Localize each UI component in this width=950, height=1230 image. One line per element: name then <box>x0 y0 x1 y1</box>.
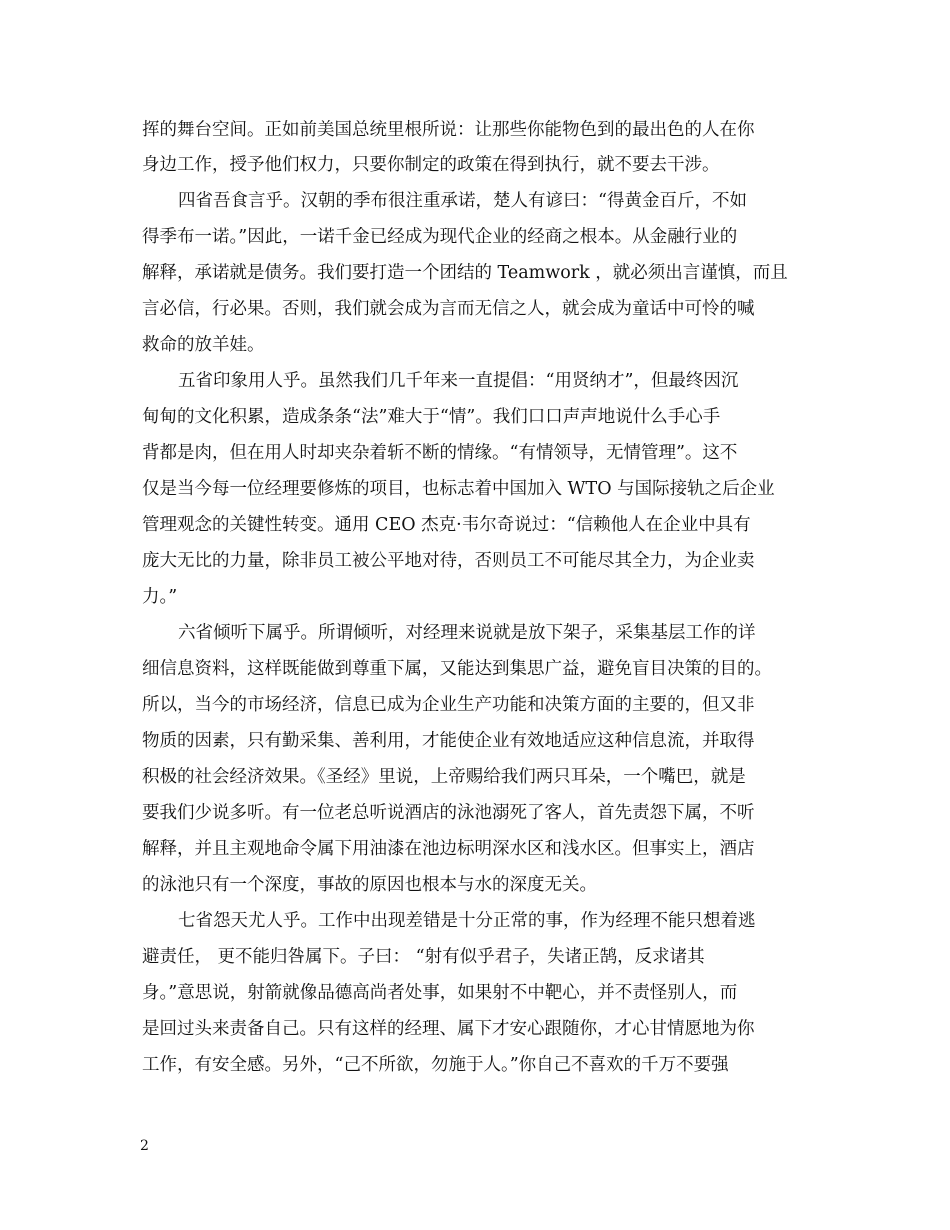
text-line-5: 解释，承诺就是债务。我们要打造一个团结的 Teamwork ，就必须出言谨慎，而且 <box>142 263 788 283</box>
text-line-23: 七省怨天尤人乎。工作中出现差错是十分正常的事，作为经理不能只想着逃 <box>178 911 756 931</box>
text-line-16: 细信息资料，这样既能做到尊重下属，又能达到集思广益，避免盲目决策的目的。 <box>142 659 772 679</box>
text-line-27: 工作，有安全感。另外，“己不所欲，勿施于人。”你自己不喜欢的千万不要强 <box>142 1055 729 1075</box>
text-line-8: 五省印象用人乎。虽然我们几千年来一直提倡：“用贤纳才”，但最终因沉 <box>178 371 739 391</box>
text-line-19: 积极的社会经济效果。《圣经》里说，上帝赐给我们两只耳朵，一个嘴巴，就是 <box>142 767 746 787</box>
text-line-11: 仅是当今每一位经理要修炼的项目，也标志着中国加入 WTO 与国际接轨之后企业 <box>142 479 775 499</box>
text-line-26: 是回过头来责备自己。只有这样的经理、属下才安心跟随你，才心甘情愿地为你 <box>142 1019 755 1039</box>
text-line-9: 甸甸的文化积累，造成条条“法”难大于“情”。我们口口声声地说什么手心手 <box>142 407 721 427</box>
text-line-12: 管理观念的关键性转变。通用 CEO 杰克·韦尔奇说过：“信赖他人在企业中具有 <box>142 515 751 535</box>
text-line-6: 言必信，行必果。否则，我们就会成为言而无信之人，就会成为童话中可怜的喊 <box>142 299 755 319</box>
text-line-1: 挥的舞台空间。正如前美国总统里根所说：让那些你能物色到的最出色的人在你 <box>142 120 755 140</box>
text-line-25: 身。”意思说，射箭就像品德高尚者处事，如果射不中靶心，并不责怪别人，而 <box>142 983 738 1003</box>
text-line-10: 背都是肉，但在用人时却夹杂着斩不断的情缘。“有情领导，无情管理”。这不 <box>142 443 738 463</box>
text-line-21: 解释，并且主观地命令属下用油漆在池边标明深水区和浅水区。但事实上，酒店 <box>142 839 755 859</box>
text-line-17: 所以，当今的市场经济，信息已成为企业生产功能和决策方面的主要的，但又非 <box>142 695 755 715</box>
page-number: 2 <box>140 1138 149 1154</box>
text-line-18: 物质的因素，只有勤采集、善利用，才能使企业有效地适应这种信息流，并取得 <box>142 731 755 751</box>
text-line-13: 庞大无比的力量，除非员工被公平地对待，否则员工不可能尽其全力，为企业卖 <box>142 551 755 571</box>
text-line-22: 的泳池只有一个深度，事故的原因也根本与水的深度无关。 <box>142 875 597 895</box>
text-line-24: 避责任， 更不能归咎属下。子曰： “射有似乎君子，失诸正鹄，反求诸其 <box>142 947 705 967</box>
text-line-14: 力。” <box>142 587 178 607</box>
text-line-15: 六省倾听下属乎。所谓倾听，对经理来说就是放下架子，采集基层工作的详 <box>178 623 756 643</box>
text-line-20: 要我们少说多听。有一位老总听说酒店的泳池溺死了客人，首先责怨下属，不听 <box>142 803 755 823</box>
text-line-7: 救命的放羊娃。 <box>142 335 265 355</box>
text-line-3: 四省吾食言乎。汉朝的季布很注重承诺，楚人有谚曰：“得黄金百斤，不如 <box>178 191 747 211</box>
text-line-2: 身边工作，授予他们权力，只要你制定的政策在得到执行，就不要去干涉。 <box>142 155 720 175</box>
text-line-4: 得季布一诺。”因此，一诺千金已经成为现代企业的经商之根本。从金融行业的 <box>142 227 738 247</box>
